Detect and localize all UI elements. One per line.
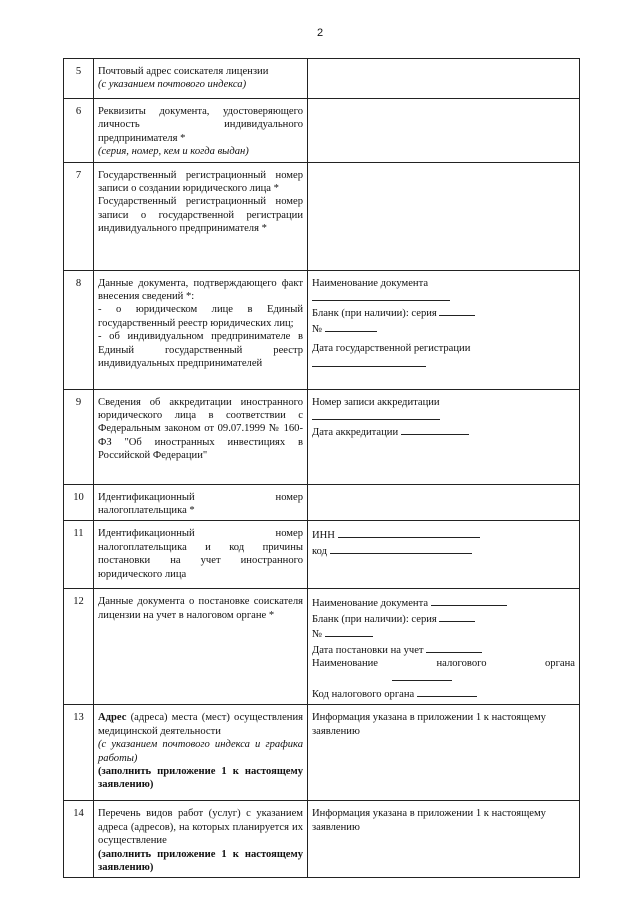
row-number: 13	[64, 705, 94, 801]
label-text-legal-entity: Государственный регистрационный номер записи о создании юридического лица *	[98, 169, 303, 195]
label-text: Сведения об аккредитации иностранного юридического лица в соответствии с Федеральным законом от 09.07.1999 № 160-ФЗ "Об иностранных инвестициях в Российской Федерации"	[98, 396, 303, 462]
inn-input[interactable]	[338, 527, 480, 538]
field-label	[94, 705, 308, 801]
field-value-works-list	[308, 801, 580, 878]
reg-date-input[interactable]	[312, 356, 426, 367]
reg-date-caption: Дата государственной регистрации	[312, 343, 471, 355]
tax-organ-code-input[interactable]	[417, 686, 477, 697]
blank-series-caption: Бланк (при наличии): серия	[312, 308, 437, 320]
application-form-table	[63, 58, 580, 878]
tax-organ-name-caption: Наименование налогового органа	[312, 658, 575, 670]
row-number: 11	[64, 521, 94, 589]
field-label	[94, 484, 308, 521]
label-text: Идентификационный номер налогоплательщика *	[98, 491, 303, 517]
tax-organ-code-caption: Код налогового органа	[312, 688, 415, 700]
row-number: 8	[64, 270, 94, 389]
field-value-accreditation	[308, 389, 580, 484]
label-note: (серия, номер, кем и когда выдан)	[98, 146, 249, 158]
field-value-registration-number[interactable]	[308, 162, 580, 270]
row-number: 6	[64, 99, 94, 163]
doc-name-input[interactable]	[431, 595, 507, 606]
field-label	[94, 801, 308, 878]
kpp-input[interactable]	[330, 543, 472, 554]
table-row	[64, 389, 580, 484]
label-text: (адреса) места (мест) осуществления медицинской деятельности	[98, 712, 303, 737]
row-number: 10	[64, 484, 94, 521]
label-item-entrepreneur: - об индивидуальном предпринимателе в Единый государственный реестр индивидуальных предпринимателей	[98, 331, 303, 370]
field-label	[94, 59, 308, 99]
label-text: Идентификационный номер налогоплательщика и код причины постановки на учет иностранного юридического лица	[98, 528, 303, 580]
field-value-inn-kpp	[308, 521, 580, 589]
reg-date-caption: Дата постановки на учет	[312, 644, 424, 656]
table-row	[64, 521, 580, 589]
label-note: (с указанием почтового индекса и графика работы)	[98, 739, 303, 764]
table-row	[64, 59, 580, 99]
doc-name-caption: Наименование документа	[312, 277, 429, 289]
field-value-activity-address	[308, 705, 580, 801]
value-text: Информация указана в приложении 1 к настоящему заявлению	[312, 808, 546, 833]
blank-series-caption: Бланк (при наличии): серия	[312, 613, 437, 625]
row-number: 5	[64, 59, 94, 99]
label-text: Данные документа о постановке соискателя лицензии на учет в налоговом органе *	[98, 596, 303, 621]
field-label	[94, 389, 308, 484]
field-value-tax-registration	[308, 589, 580, 705]
field-value-postal-address[interactable]	[308, 59, 580, 99]
inn-caption: ИНН	[312, 530, 335, 542]
row-number: 14	[64, 801, 94, 878]
kpp-caption: код	[312, 545, 327, 557]
blank-number-input[interactable]	[325, 321, 377, 332]
label-item-legal-entity: - о юридическом лице в Единый государственный реестр юридических лиц;	[98, 304, 303, 329]
label-fill-note: (заполнить приложение 1 к настоящему заявлению)	[98, 848, 303, 873]
accr-date-input[interactable]	[401, 424, 469, 435]
field-label	[94, 162, 308, 270]
accr-number-caption: Номер записи аккредитации	[312, 396, 440, 408]
label-text: Перечень видов работ (услуг) с указанием адреса (адресов), на которых планируется их осуществление	[98, 808, 303, 847]
label-note: (с указанием почтового индекса)	[98, 79, 247, 91]
field-label	[94, 270, 308, 389]
number-sign: №	[312, 629, 323, 641]
field-value-identity-document[interactable]	[308, 99, 580, 163]
reg-date-input[interactable]	[426, 642, 482, 653]
row-number: 12	[64, 589, 94, 705]
accr-date-caption: Дата аккредитации	[312, 427, 399, 439]
value-text: Информация указана в приложении 1 к настоящему заявлению	[312, 712, 546, 737]
blank-series-input[interactable]	[439, 305, 475, 316]
table-row	[64, 705, 580, 801]
blank-series-input[interactable]	[439, 611, 475, 622]
doc-name-input[interactable]	[312, 290, 450, 301]
label-text-entrepreneur: Государственный регистрационный номер записи о государственной регистрации индивидуального предпринимателя *	[98, 196, 303, 235]
blank-number-input[interactable]	[325, 626, 373, 637]
field-value-registration-document	[308, 270, 580, 389]
table-row	[64, 589, 580, 705]
field-label	[94, 99, 308, 163]
doc-name-caption: Наименование документа	[312, 598, 429, 610]
field-value-inn[interactable]	[308, 484, 580, 521]
row-number: 9	[64, 389, 94, 484]
table-row	[64, 162, 580, 270]
label-text: Реквизиты документа, удостоверяющего личность индивидуального предпринимателя *	[98, 106, 303, 144]
label-bold: Адрес	[98, 712, 127, 724]
row-number: 7	[64, 162, 94, 270]
table-row	[64, 99, 580, 163]
page-number: 2	[316, 27, 324, 39]
table-row	[64, 484, 580, 521]
table-row	[64, 270, 580, 389]
accr-number-input[interactable]	[312, 409, 440, 420]
table-row	[64, 801, 580, 878]
label-text: Почтовый адрес соискателя лицензии	[98, 66, 269, 77]
tax-organ-name-input[interactable]	[392, 670, 452, 681]
field-label	[94, 589, 308, 705]
field-label	[94, 521, 308, 589]
label-fill-note: (заполнить приложение 1 к настоящему заявлению)	[98, 765, 303, 791]
number-sign: №	[312, 323, 323, 335]
label-text: Данные документа, подтверждающего факт внесения сведений *:	[98, 277, 303, 303]
